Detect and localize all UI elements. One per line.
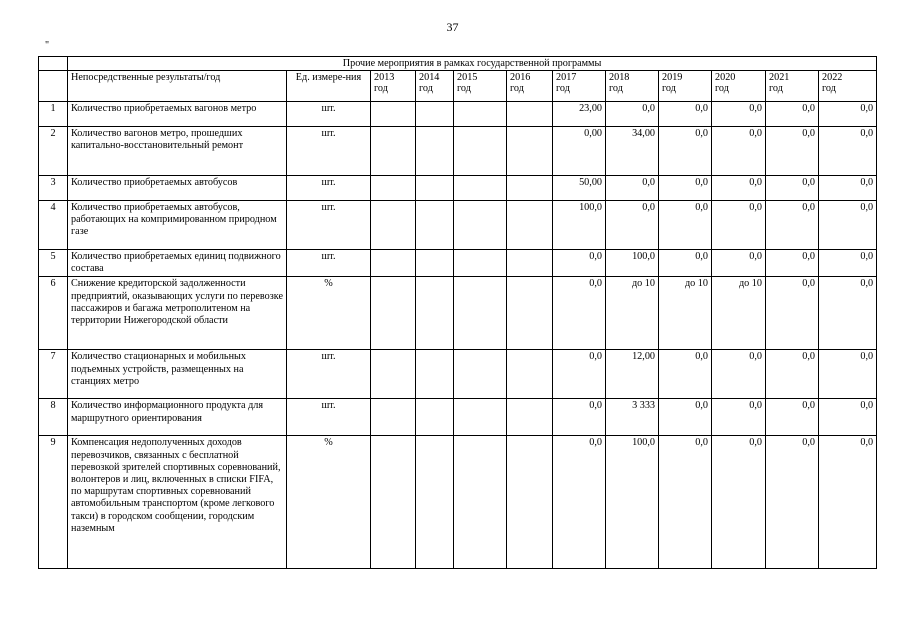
value-cell-2014: [416, 277, 454, 350]
value-cell-2020: 0,0: [712, 102, 766, 127]
value-cell-2014: [416, 102, 454, 127]
row-number: 7: [39, 350, 68, 399]
value-cell-2016: [507, 176, 553, 201]
unit-cell: шт.: [287, 102, 371, 127]
unit-cell: шт.: [287, 201, 371, 250]
value-cell-2016: [507, 127, 553, 176]
header-year-2016: 2016 год: [507, 71, 553, 102]
value-cell-2017: 100,0: [553, 201, 606, 250]
value-cell-2015: [454, 201, 507, 250]
value-cell-2015: [454, 350, 507, 399]
value-cell-2022: 0,0: [819, 127, 877, 176]
results-table: [38, 56, 877, 569]
value-cell-2015: [454, 176, 507, 201]
value-cell-2020: до 10: [712, 277, 766, 350]
row-number: 6: [39, 277, 68, 350]
value-cell-2017: 0,0: [553, 350, 606, 399]
table-row: [39, 176, 877, 201]
header-year-2017: 2017 год: [553, 71, 606, 102]
value-cell-2018: 100,0: [606, 436, 659, 569]
value-cell-2018: 12,00: [606, 350, 659, 399]
result-name: Количество информационного продукта для маршрутного ориентирования: [68, 399, 287, 436]
value-cell-2018: 3 333: [606, 399, 659, 436]
value-cell-2014: [416, 350, 454, 399]
value-cell-2016: [507, 350, 553, 399]
value-cell-2020: 0,0: [712, 201, 766, 250]
table-row: [39, 250, 877, 277]
header-year-2020: 2020 год: [712, 71, 766, 102]
value-cell-2020: 0,0: [712, 127, 766, 176]
header-year-2022: 2022 год: [819, 71, 877, 102]
value-cell-2016: [507, 102, 553, 127]
value-cell-2021: 0,0: [766, 102, 819, 127]
value-cell-2022: 0,0: [819, 102, 877, 127]
value-cell-2018: 0,0: [606, 176, 659, 201]
row-number: 3: [39, 176, 68, 201]
value-cell-2020: 0,0: [712, 176, 766, 201]
row-number: 9: [39, 436, 68, 569]
value-cell-2015: [454, 127, 507, 176]
value-cell-2019: 0,0: [659, 399, 712, 436]
value-cell-2015: [454, 436, 507, 569]
unit-cell: шт.: [287, 399, 371, 436]
value-cell-2019: до 10: [659, 277, 712, 350]
value-cell-2014: [416, 399, 454, 436]
value-cell-2021: 0,0: [766, 250, 819, 277]
header-year-2018: 2018 год: [606, 71, 659, 102]
value-cell-2016: [507, 436, 553, 569]
value-cell-2017: 0,0: [553, 399, 606, 436]
value-cell-2022: 0,0: [819, 399, 877, 436]
value-cell-2022: 0,0: [819, 350, 877, 399]
value-cell-2022: 0,0: [819, 436, 877, 569]
header-year-2014: 2014 год: [416, 71, 454, 102]
result-name: Количество приобретаемых единиц подвижного состава: [68, 250, 287, 277]
value-cell-2021: 0,0: [766, 436, 819, 569]
value-cell-2017: 0,00: [553, 127, 606, 176]
value-cell-2020: 0,0: [712, 399, 766, 436]
row-number: 1: [39, 102, 68, 127]
value-cell-2021: 0,0: [766, 176, 819, 201]
section-title: Прочие мероприятия в рамках государственной программы: [68, 57, 877, 71]
table-row: [39, 277, 877, 350]
unit-cell: шт.: [287, 127, 371, 176]
result-name: Снижение кредиторской задолженности предприятий, оказывающих услуги по перевозке пассажиров и багажа метрополитеном на территории Нижегородской области: [68, 277, 287, 350]
value-cell-2017: 0,0: [553, 250, 606, 277]
value-cell-2019: 0,0: [659, 176, 712, 201]
value-cell-2014: [416, 201, 454, 250]
value-cell-2022: 0,0: [819, 176, 877, 201]
table-row: [39, 127, 877, 176]
value-cell-2020: 0,0: [712, 250, 766, 277]
value-cell-2014: [416, 250, 454, 277]
value-cell-2013: [371, 399, 416, 436]
unit-cell: шт.: [287, 176, 371, 201]
result-name: Количество вагонов метро, прошедших капитально-восстановительный ремонт: [68, 127, 287, 176]
value-cell-2018: до 10: [606, 277, 659, 350]
value-cell-2022: 0,0: [819, 201, 877, 250]
value-cell-2022: 0,0: [819, 277, 877, 350]
value-cell-2021: 0,0: [766, 350, 819, 399]
value-cell-2018: 0,0: [606, 201, 659, 250]
value-cell-2013: [371, 250, 416, 277]
header-year-2019: 2019 год: [659, 71, 712, 102]
value-cell-2019: 0,0: [659, 127, 712, 176]
value-cell-2017: 50,00: [553, 176, 606, 201]
value-cell-2015: [454, 250, 507, 277]
value-cell-2016: [507, 277, 553, 350]
value-cell-2019: 0,0: [659, 350, 712, 399]
header-results: Непосредственные результаты/год: [68, 71, 287, 102]
value-cell-2021: 0,0: [766, 127, 819, 176]
unit-cell: шт.: [287, 350, 371, 399]
value-cell-2017: 0,0: [553, 277, 606, 350]
value-cell-2017: 0,0: [553, 436, 606, 569]
value-cell-2018: 100,0: [606, 250, 659, 277]
value-cell-2014: [416, 127, 454, 176]
value-cell-2013: [371, 102, 416, 127]
value-cell-2021: 0,0: [766, 399, 819, 436]
table-row: [39, 350, 877, 399]
result-name: Компенсация недополученных доходов перевозчиков, связанных с бесплатной перевозкой зрителей спортивных соревнований, волонтеров и лиц, включенных в списки FIFA, по маршрутам спортивных соревнований автомобильным транспортом (кроме легкового такси) в городском сообщении, городским наземным: [68, 436, 287, 569]
header-year-2013: 2013 год: [371, 71, 416, 102]
value-cell-2019: 0,0: [659, 201, 712, 250]
unit-cell: %: [287, 277, 371, 350]
value-cell-2014: [416, 176, 454, 201]
value-cell-2020: 0,0: [712, 436, 766, 569]
result-name: Количество приобретаемых автобусов, работающих на компримированном природном газе: [68, 201, 287, 250]
row-number: 5: [39, 250, 68, 277]
value-cell-2015: [454, 102, 507, 127]
unit-cell: %: [287, 436, 371, 569]
table-body: [39, 57, 877, 569]
value-cell-2019: 0,0: [659, 250, 712, 277]
value-cell-2013: [371, 176, 416, 201]
header-year-2021: 2021 год: [766, 71, 819, 102]
value-cell-2022: 0,0: [819, 250, 877, 277]
value-cell-2021: 0,0: [766, 201, 819, 250]
value-cell-2013: [371, 436, 416, 569]
table-row: [39, 436, 877, 569]
value-cell-2021: 0,0: [766, 277, 819, 350]
value-cell-2013: [371, 350, 416, 399]
value-cell-2019: 0,0: [659, 436, 712, 569]
value-cell-2013: [371, 277, 416, 350]
row-number: 8: [39, 399, 68, 436]
result-name: Количество приобретаемых автобусов: [68, 176, 287, 201]
value-cell-2016: [507, 250, 553, 277]
value-cell-2014: [416, 436, 454, 569]
result-name: Количество приобретаемых вагонов метро: [68, 102, 287, 127]
header-year-2015: 2015 год: [454, 71, 507, 102]
quote-mark: ": [45, 40, 50, 51]
header-row: [39, 71, 877, 102]
value-cell-2013: [371, 201, 416, 250]
value-cell-2013: [371, 127, 416, 176]
value-cell-2017: 23,00: [553, 102, 606, 127]
page-number: 37: [446, 20, 459, 34]
value-cell-2020: 0,0: [712, 350, 766, 399]
unit-cell: шт.: [287, 250, 371, 277]
row-number: 4: [39, 201, 68, 250]
section-title-row: [39, 57, 877, 71]
value-cell-2018: 34,00: [606, 127, 659, 176]
result-name: Количество стационарных и мобильных подъемных устройств, размещенных на станциях метро: [68, 350, 287, 399]
value-cell-2018: 0,0: [606, 102, 659, 127]
value-cell-2016: [507, 399, 553, 436]
row-number: 2: [39, 127, 68, 176]
value-cell-2015: [454, 277, 507, 350]
value-cell-2015: [454, 399, 507, 436]
value-cell-2016: [507, 201, 553, 250]
table-row: [39, 399, 877, 436]
table-row: [39, 102, 877, 127]
header-unit: Ед. измере-ния: [287, 71, 371, 102]
table-row: [39, 201, 877, 250]
value-cell-2019: 0,0: [659, 102, 712, 127]
